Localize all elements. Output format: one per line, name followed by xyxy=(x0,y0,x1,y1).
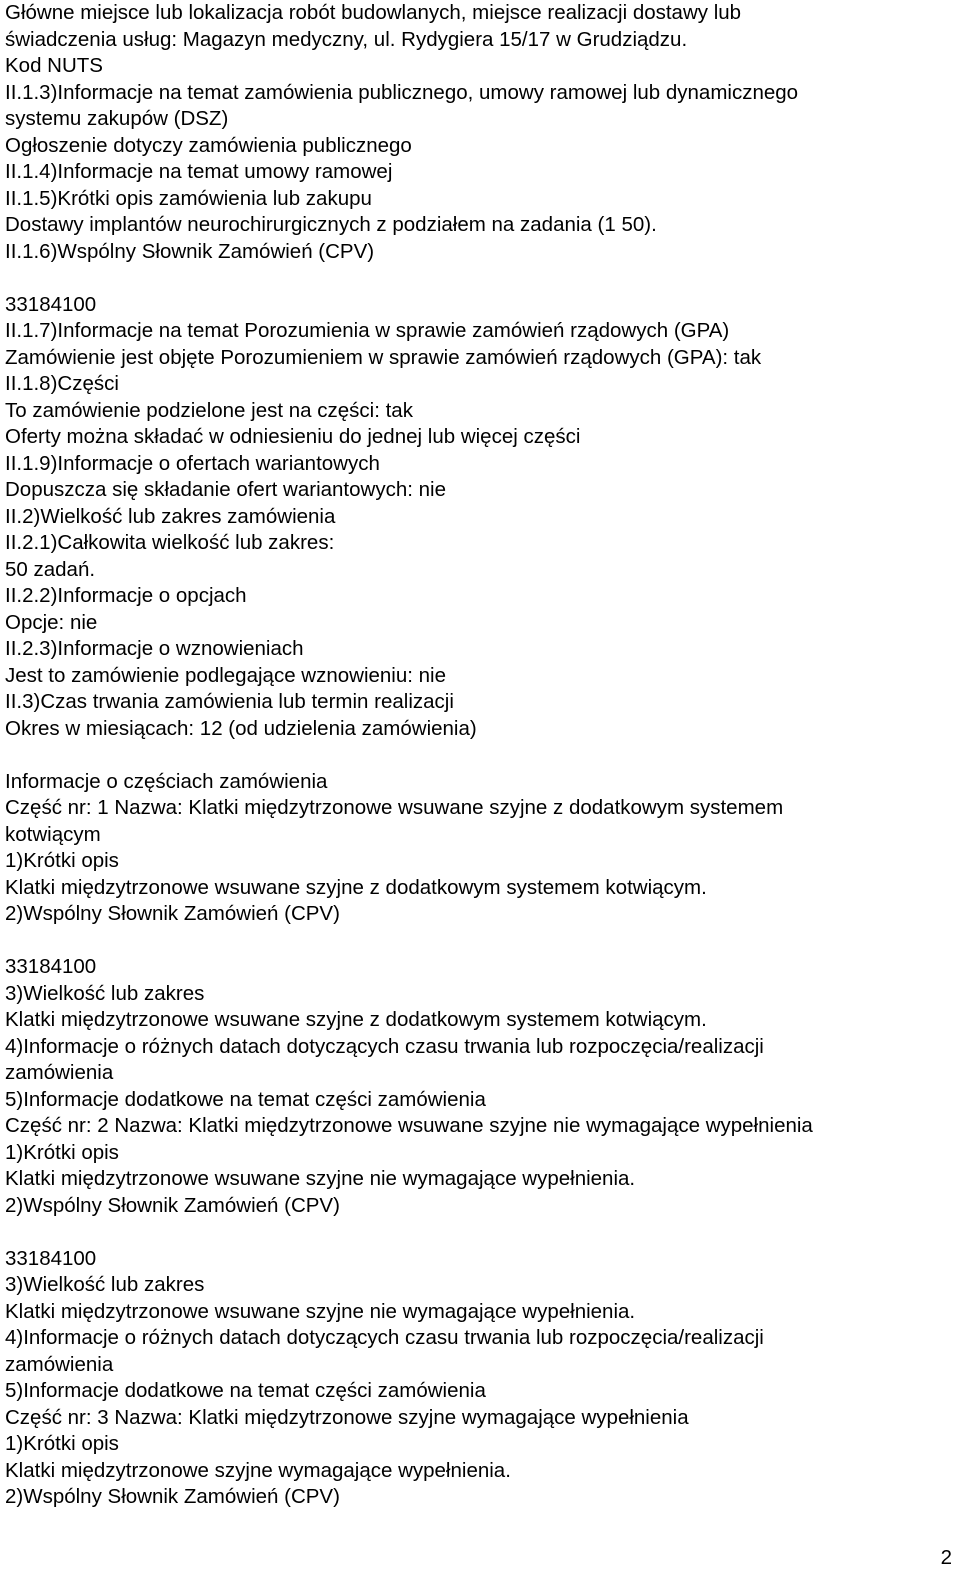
text-line: II.3)Czas trwania zamówienia lub termin realizacji xyxy=(5,690,454,713)
page-number: 2 xyxy=(940,1546,952,1569)
blank-line xyxy=(5,1219,945,1246)
text-line: II.1.5)Krótki opis zamówienia lub zakupu xyxy=(5,186,372,210)
text-line: zamówienia xyxy=(5,1352,114,1376)
text-line: Dostawy implantów neurochirurgicznych z podziałem na zadania (1 50). xyxy=(5,213,657,236)
text-line: Część nr: 2 Nazwa: Klatki międzytrzonowe wsuwane szyjne nie wymagające wypełnienia xyxy=(5,1114,813,1137)
text-line: II.1.9)Informacje o ofertach wariantowych xyxy=(5,451,380,475)
blank-line xyxy=(5,265,945,292)
text-line: II.1.4)Informacje na temat umowy ramowej xyxy=(5,160,393,183)
text-line: 33184100 xyxy=(5,955,97,978)
text-line: świadczenia usług: Magazyn medyczny, ul. Rydygiera 15/17 w Grudziądzu. xyxy=(5,27,688,51)
text-line: Klatki międzytrzonowe szyjne wymagające wypełnienia. xyxy=(5,1458,511,1482)
text-line: 4)Informacje o różnych datach dotyczących czasu trwania lub rozpoczęcia/realizacji xyxy=(5,1034,764,1058)
text-line: Oferty można składać w odniesieniu do jednej lub więcej części xyxy=(5,425,581,448)
text-line: 50 zadań. xyxy=(5,557,96,581)
text-line: II.2.3)Informacje o wznowieniach xyxy=(5,637,304,660)
blank-line xyxy=(5,928,945,955)
text-line: 5)Informacje dodatkowe na temat części zamówienia xyxy=(5,1087,486,1111)
text-line: 1)Krótki opis xyxy=(5,1140,119,1164)
text-line: II.1.7)Informacje na temat Porozumienia w sprawie zamówień rządowych (GPA) xyxy=(5,319,730,342)
text-line: 1)Krótki opis xyxy=(5,849,119,872)
text-line: Klatki międzytrzonowe wsuwane szyjne z dodatkowym systemem kotwiącym. xyxy=(5,875,707,899)
text-line: 5)Informacje dodatkowe na temat części zamówienia xyxy=(5,1379,486,1402)
text-line: Ogłoszenie dotyczy zamówienia publicznego xyxy=(5,133,412,157)
text-line: zamówienia xyxy=(5,1061,114,1084)
text-line: II.2)Wielkość lub zakres zamówienia xyxy=(5,504,336,528)
text-line: 33184100 xyxy=(5,292,97,316)
text-line: 2)Wspólny Słownik Zamówień (CPV) xyxy=(5,1193,340,1217)
text-line: 3)Wielkość lub zakres xyxy=(5,1273,205,1296)
text-line: To zamówienie podzielone jest na części: tak xyxy=(5,398,413,422)
text-line: Kod NUTS xyxy=(5,54,103,77)
text-line: 3)Wielkość lub zakres xyxy=(5,981,205,1005)
text-line: kotwiącym xyxy=(5,822,101,846)
text-line: 1)Krótki opis xyxy=(5,1432,119,1455)
text-line: Informacje o częściach zamówienia xyxy=(5,769,328,793)
text-line: II.2.2)Informacje o opcjach xyxy=(5,584,247,607)
text-line: systemu zakupów (DSZ) xyxy=(5,107,229,130)
document-body xyxy=(5,0,945,1511)
text-line: Opcje: nie xyxy=(5,610,98,634)
text-line: II.1.6)Wspólny Słownik Zamówień (CPV) xyxy=(5,239,375,263)
text-line: II.1.8)Części xyxy=(5,372,119,395)
text-line: Część nr: 1 Nazwa: Klatki międzytrzonowe wsuwane szyjne z dodatkowym systemem xyxy=(5,796,784,819)
text-line: Klatki międzytrzonowe wsuwane szyjne nie wymagające wypełnienia. xyxy=(5,1167,636,1190)
text-line: Główne miejsce lub lokalizacja robót budowlanych, miejsce realizacji dostawy lub xyxy=(5,1,742,24)
text-line: Okres w miesiącach: 12 (od udzielenia zamówienia) xyxy=(5,716,477,740)
text-line: Część nr: 3 Nazwa: Klatki międzytrzonowe szyjne wymagające wypełnienia xyxy=(5,1405,689,1429)
text-line: 2)Wspólny Słownik Zamówień (CPV) xyxy=(5,1485,340,1508)
text-line: Klatki międzytrzonowe wsuwane szyjne z dodatkowym systemem kotwiącym. xyxy=(5,1008,707,1031)
text-line: Dopuszcza się składanie ofert wariantowych: nie xyxy=(5,478,446,501)
text-line: Jest to zamówienie podlegające wznowieniu: nie xyxy=(5,663,447,687)
text-line: Klatki międzytrzonowe wsuwane szyjne nie wymagające wypełnienia. xyxy=(5,1299,636,1323)
text-line: 4)Informacje o różnych datach dotyczących czasu trwania lub rozpoczęcia/realizacji xyxy=(5,1326,764,1349)
text-line: II.1.3)Informacje na temat zamówienia publicznego, umowy ramowej lub dynamicznego xyxy=(5,80,799,104)
text-line: 2)Wspólny Słownik Zamówień (CPV) xyxy=(5,902,340,925)
text-line: II.2.1)Całkowita wielkość lub zakres: xyxy=(5,531,335,554)
text-line: 33184100 xyxy=(5,1246,97,1270)
blank-line xyxy=(5,742,945,769)
text-line: Zamówienie jest objęte Porozumieniem w sprawie zamówień rządowych (GPA): tak xyxy=(5,345,762,369)
